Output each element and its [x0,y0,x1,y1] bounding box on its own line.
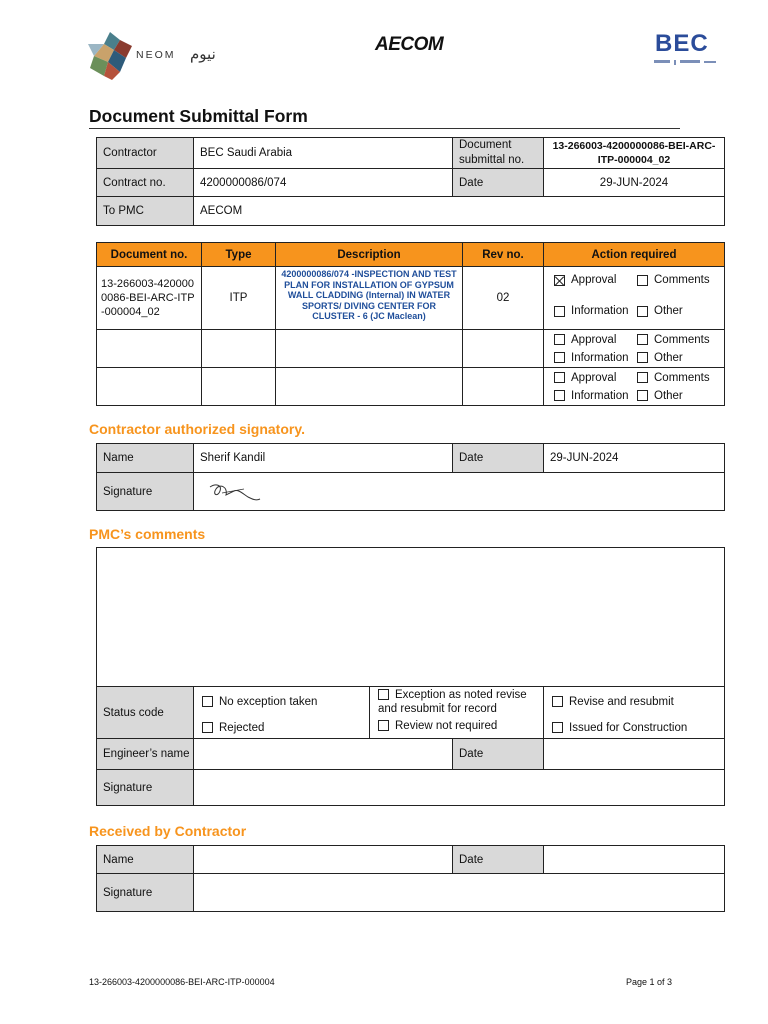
engineer-name-field[interactable] [194,739,453,770]
row3-approval-checkbox[interactable] [554,372,565,383]
signatory-signature-label: Signature [97,473,194,511]
row2-actions [544,330,725,368]
row1-type: ITP [202,267,276,330]
pmc-date-field[interactable] [544,739,725,770]
row2-rev [463,330,544,368]
approval-label: Approval [571,371,617,384]
received-heading: Received by Contractor [89,823,247,839]
pmc-label: To PMC [97,197,194,226]
approval-label: Approval [571,333,617,346]
status-code-label: Status code [97,687,194,739]
row3-comments-checkbox[interactable] [637,372,648,383]
signatory-heading: Contractor authorized signatory. [89,421,305,437]
table-row [97,330,725,368]
table-row [97,267,725,330]
row2-comments-checkbox[interactable] [637,334,648,345]
received-name-field[interactable] [194,846,453,874]
no-exception-label: No exception taken [219,696,318,708]
contractor-label: Contractor [97,138,194,169]
received-date-label: Date [453,846,544,874]
row1-description: 4200000086/074 -INSPECTION AND TEST PLAN FOR INSTALLATION OF GYPSUM WALL CLADDING (Internal) IN WATER SPORTS/ DIVING CENTER FOR CLUSTER - 6 (JC Maclean) [276,267,463,330]
row2-other-checkbox[interactable] [637,352,648,363]
pmc-comments-area[interactable] [97,548,725,687]
neom-logo-text: NEOM [136,49,176,61]
other-label: Other [654,351,683,364]
row3-doc-no [97,368,202,406]
review-not-required-label: Review not required [395,720,498,732]
received-signature-label: Signature [97,874,194,912]
row1-rev: 02 [463,267,544,330]
comments-label: Comments [654,371,710,384]
form-title: Document Submittal Form [89,106,308,126]
neom-logo-arabic: نيوم [190,46,216,63]
row3-description [276,368,463,406]
row3-information-checkbox[interactable] [554,390,565,401]
pmc-signature-label: Signature [97,770,194,806]
row2-description [276,330,463,368]
comments-label: Comments [654,274,710,286]
pmc-date-label: Date [453,739,544,770]
issued-construction-label: Issued for Construction [569,722,688,734]
status-col3 [544,687,725,739]
row3-other-checkbox[interactable] [637,390,648,401]
issued-construction-checkbox[interactable] [552,722,563,733]
row1-actions [544,267,725,330]
pmc-table [96,547,725,806]
contract-info-table [96,137,725,226]
row3-actions [544,368,725,406]
row1-information-checkbox[interactable] [554,306,565,317]
doc-submittal-value: 13-266003-4200000086-BEI-ARC-ITP-000004_02 [544,138,725,169]
signatory-name-label: Name [97,444,194,473]
bec-logo: BEC [655,30,709,57]
rejected-label: Rejected [219,722,265,734]
received-name-label: Name [97,846,194,874]
status-col2 [370,687,544,739]
signature-icon [204,477,264,507]
row3-type [202,368,276,406]
exception-noted-checkbox[interactable] [378,689,389,700]
footer-doc-ref: 13-266003-4200000086-BEI-ARC-ITP-000004 [89,977,275,987]
row1-approval-checkbox[interactable] [554,275,565,286]
row3-rev [463,368,544,406]
row2-approval-checkbox[interactable] [554,334,565,345]
row2-information-checkbox[interactable] [554,352,565,363]
signatory-table [96,443,725,511]
doc-submittal-label: Document submittal no. [453,138,544,169]
signatory-signature-field [194,473,725,511]
documents-table [96,242,725,406]
approval-label: Approval [571,274,617,286]
row2-doc-no [97,330,202,368]
signatory-name-value: Sherif Kandil [194,444,453,473]
other-label: Other [654,305,683,317]
received-date-field[interactable] [544,846,725,874]
revise-resubmit-checkbox[interactable] [552,696,563,707]
status-col1 [194,687,370,739]
rejected-checkbox[interactable] [202,722,213,733]
header-action-required: Action required [544,243,725,267]
review-not-required-checkbox[interactable] [378,720,389,731]
neom-logo-icon [86,30,134,82]
row1-comments-checkbox[interactable] [637,275,648,286]
no-exception-checkbox[interactable] [202,696,213,707]
information-label: Information [571,389,629,402]
contractor-value: BEC Saudi Arabia [194,138,453,169]
row1-doc-no: 13-266003-4200000086-BEI-ARC-ITP-000004_02 [97,267,202,330]
date-value: 29-JUN-2024 [544,169,725,197]
header-doc-no: Document no. [97,243,202,267]
received-table [96,845,725,912]
pmc-heading: PMC’s comments [89,526,206,542]
title-divider [89,128,680,129]
exception-noted-label: Exception as noted revise and resubmit for record [378,689,527,715]
row1-other-checkbox[interactable] [637,306,648,317]
pmc-signature-field[interactable] [194,770,725,806]
revise-resubmit-label: Revise and resubmit [569,696,674,708]
table-row [97,368,725,406]
contract-no-label: Contract no. [97,169,194,197]
information-label: Information [571,351,629,364]
other-label: Other [654,389,683,402]
header-type: Type [202,243,276,267]
pmc-value: AECOM [194,197,725,226]
date-label: Date [453,169,544,197]
comments-label: Comments [654,333,710,346]
aecom-logo: AECOM [375,34,444,55]
footer-page-number: Page 1 of 3 [626,977,673,987]
information-label: Information [571,305,629,317]
contract-no-value: 4200000086/074 [194,169,453,197]
row2-type [202,330,276,368]
bec-logo-subtext-icon [654,58,716,66]
header-rev-no: Rev no. [463,243,544,267]
engineer-name-label: Engineer’s name [97,739,194,770]
page-header [0,0,768,100]
header-description: Description [276,243,463,267]
signatory-date-value: 29-JUN-2024 [544,444,725,473]
signatory-date-label: Date [453,444,544,473]
received-signature-field[interactable] [194,874,725,912]
